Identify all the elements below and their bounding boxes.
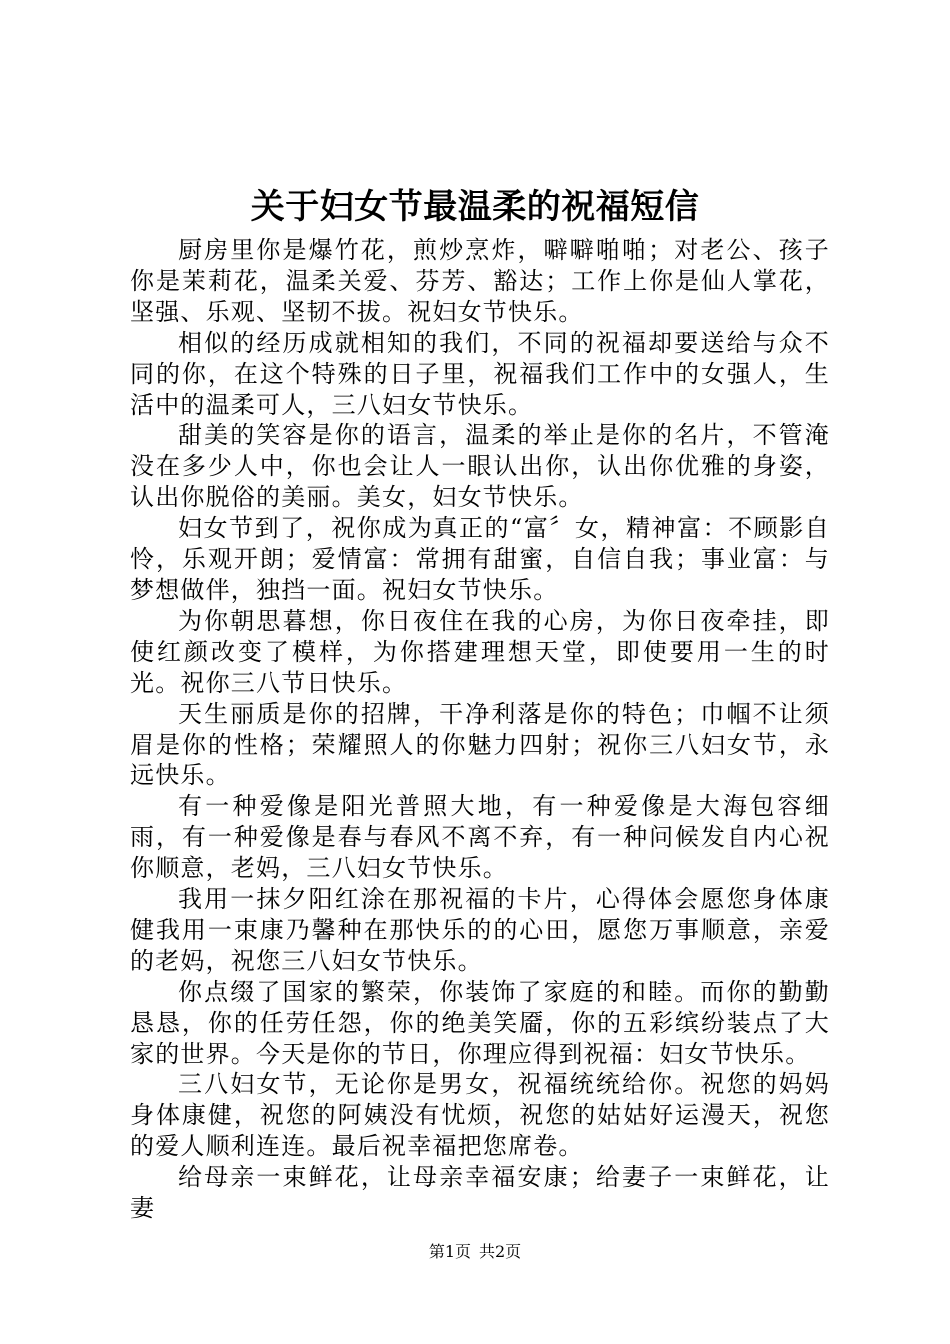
paragraph: 三八妇女节，无论你是男女，祝福统统给你。祝您的妈妈身体康健，祝您的阿姨没有忧烦，祝您的姑姑好运漫天，祝您的爱人顺利连连。最后祝幸福把您席卷。 bbox=[130, 1070, 830, 1161]
paragraph: 你点缀了国家的繁荣，你装饰了家庭的和睦。而你的勤勤恳恳，你的任劳任怨，你的绝美笑靥，你的五彩缤纷装点了大家的世界。今天是你的节日，你理应得到祝福：妇女节快乐。 bbox=[130, 977, 830, 1068]
paragraph: 厨房里你是爆竹花，煎炒烹炸，噼噼啪啪；对老公、孩子你是茉莉花，温柔关爱、芬芳、豁达；工作上你是仙人掌花，坚强、乐观、坚韧不拔。祝妇女节快乐。 bbox=[130, 236, 830, 326]
paragraph: 有一种爱像是阳光普照大地，有一种爱像是大海包容细雨，有一种爱像是春与春风不离不弃，有一种问候发自内心祝你顺意，老妈，三八妇女节快乐。 bbox=[130, 792, 830, 883]
page-number: 第1页 bbox=[428, 1242, 471, 1261]
paragraph: 天生丽质是你的招牌，干净利落是你的特色；巾帼不让须眉是你的性格；荣耀照人的你魅力四射；祝你三八妇女节，永远快乐。 bbox=[130, 699, 830, 790]
page-footer bbox=[0, 1240, 950, 1264]
document-body bbox=[130, 235, 830, 1224]
paragraph: 我用一抹夕阳红涂在那祝福的卡片，心得体会愿您身体康健我用一束康乃馨种在那快乐的的心田，愿您万事顺意，亲爱的老妈，祝您三八妇女节快乐。 bbox=[130, 885, 830, 975]
paragraph: 为你朝思暮想，你日夜住在我的心房，为你日夜牵挂，即使红颜改变了模样，为你搭建理想天堂，即使要用一生的时光。祝你三八节日快乐。 bbox=[130, 606, 830, 697]
paragraph: 妇女节到了，祝你成为真正的“富〞女，精神富：不顾影自怜，乐观开朗；爱情富：常拥有甜蜜，自信自我；事业富：与梦想做伴，独挡一面。祝妇女节快乐。 bbox=[130, 514, 830, 604]
paragraph: 相似的经历成就相知的我们，不同的祝福却要送给与众不同的你，在这个特殊的日子里，祝福我们工作中的女强人，生活中的温柔可人，三八妇女节快乐。 bbox=[130, 328, 830, 419]
page-total: 共2页 bbox=[479, 1242, 522, 1261]
paragraph: 给母亲一束鲜花，让母亲幸福安康；给妻子一束鲜花，让妻 bbox=[130, 1163, 830, 1223]
document-title: 关于妇女节最温柔的祝福短信 bbox=[250, 187, 700, 227]
paragraph: 甜美的笑容是你的语言，温柔的举止是你的名片，不管淹没在多少人中，你也会让人一眼认出你，认出你优雅的身姿，认出你脱俗的美丽。美女，妇女节快乐。 bbox=[130, 421, 830, 512]
